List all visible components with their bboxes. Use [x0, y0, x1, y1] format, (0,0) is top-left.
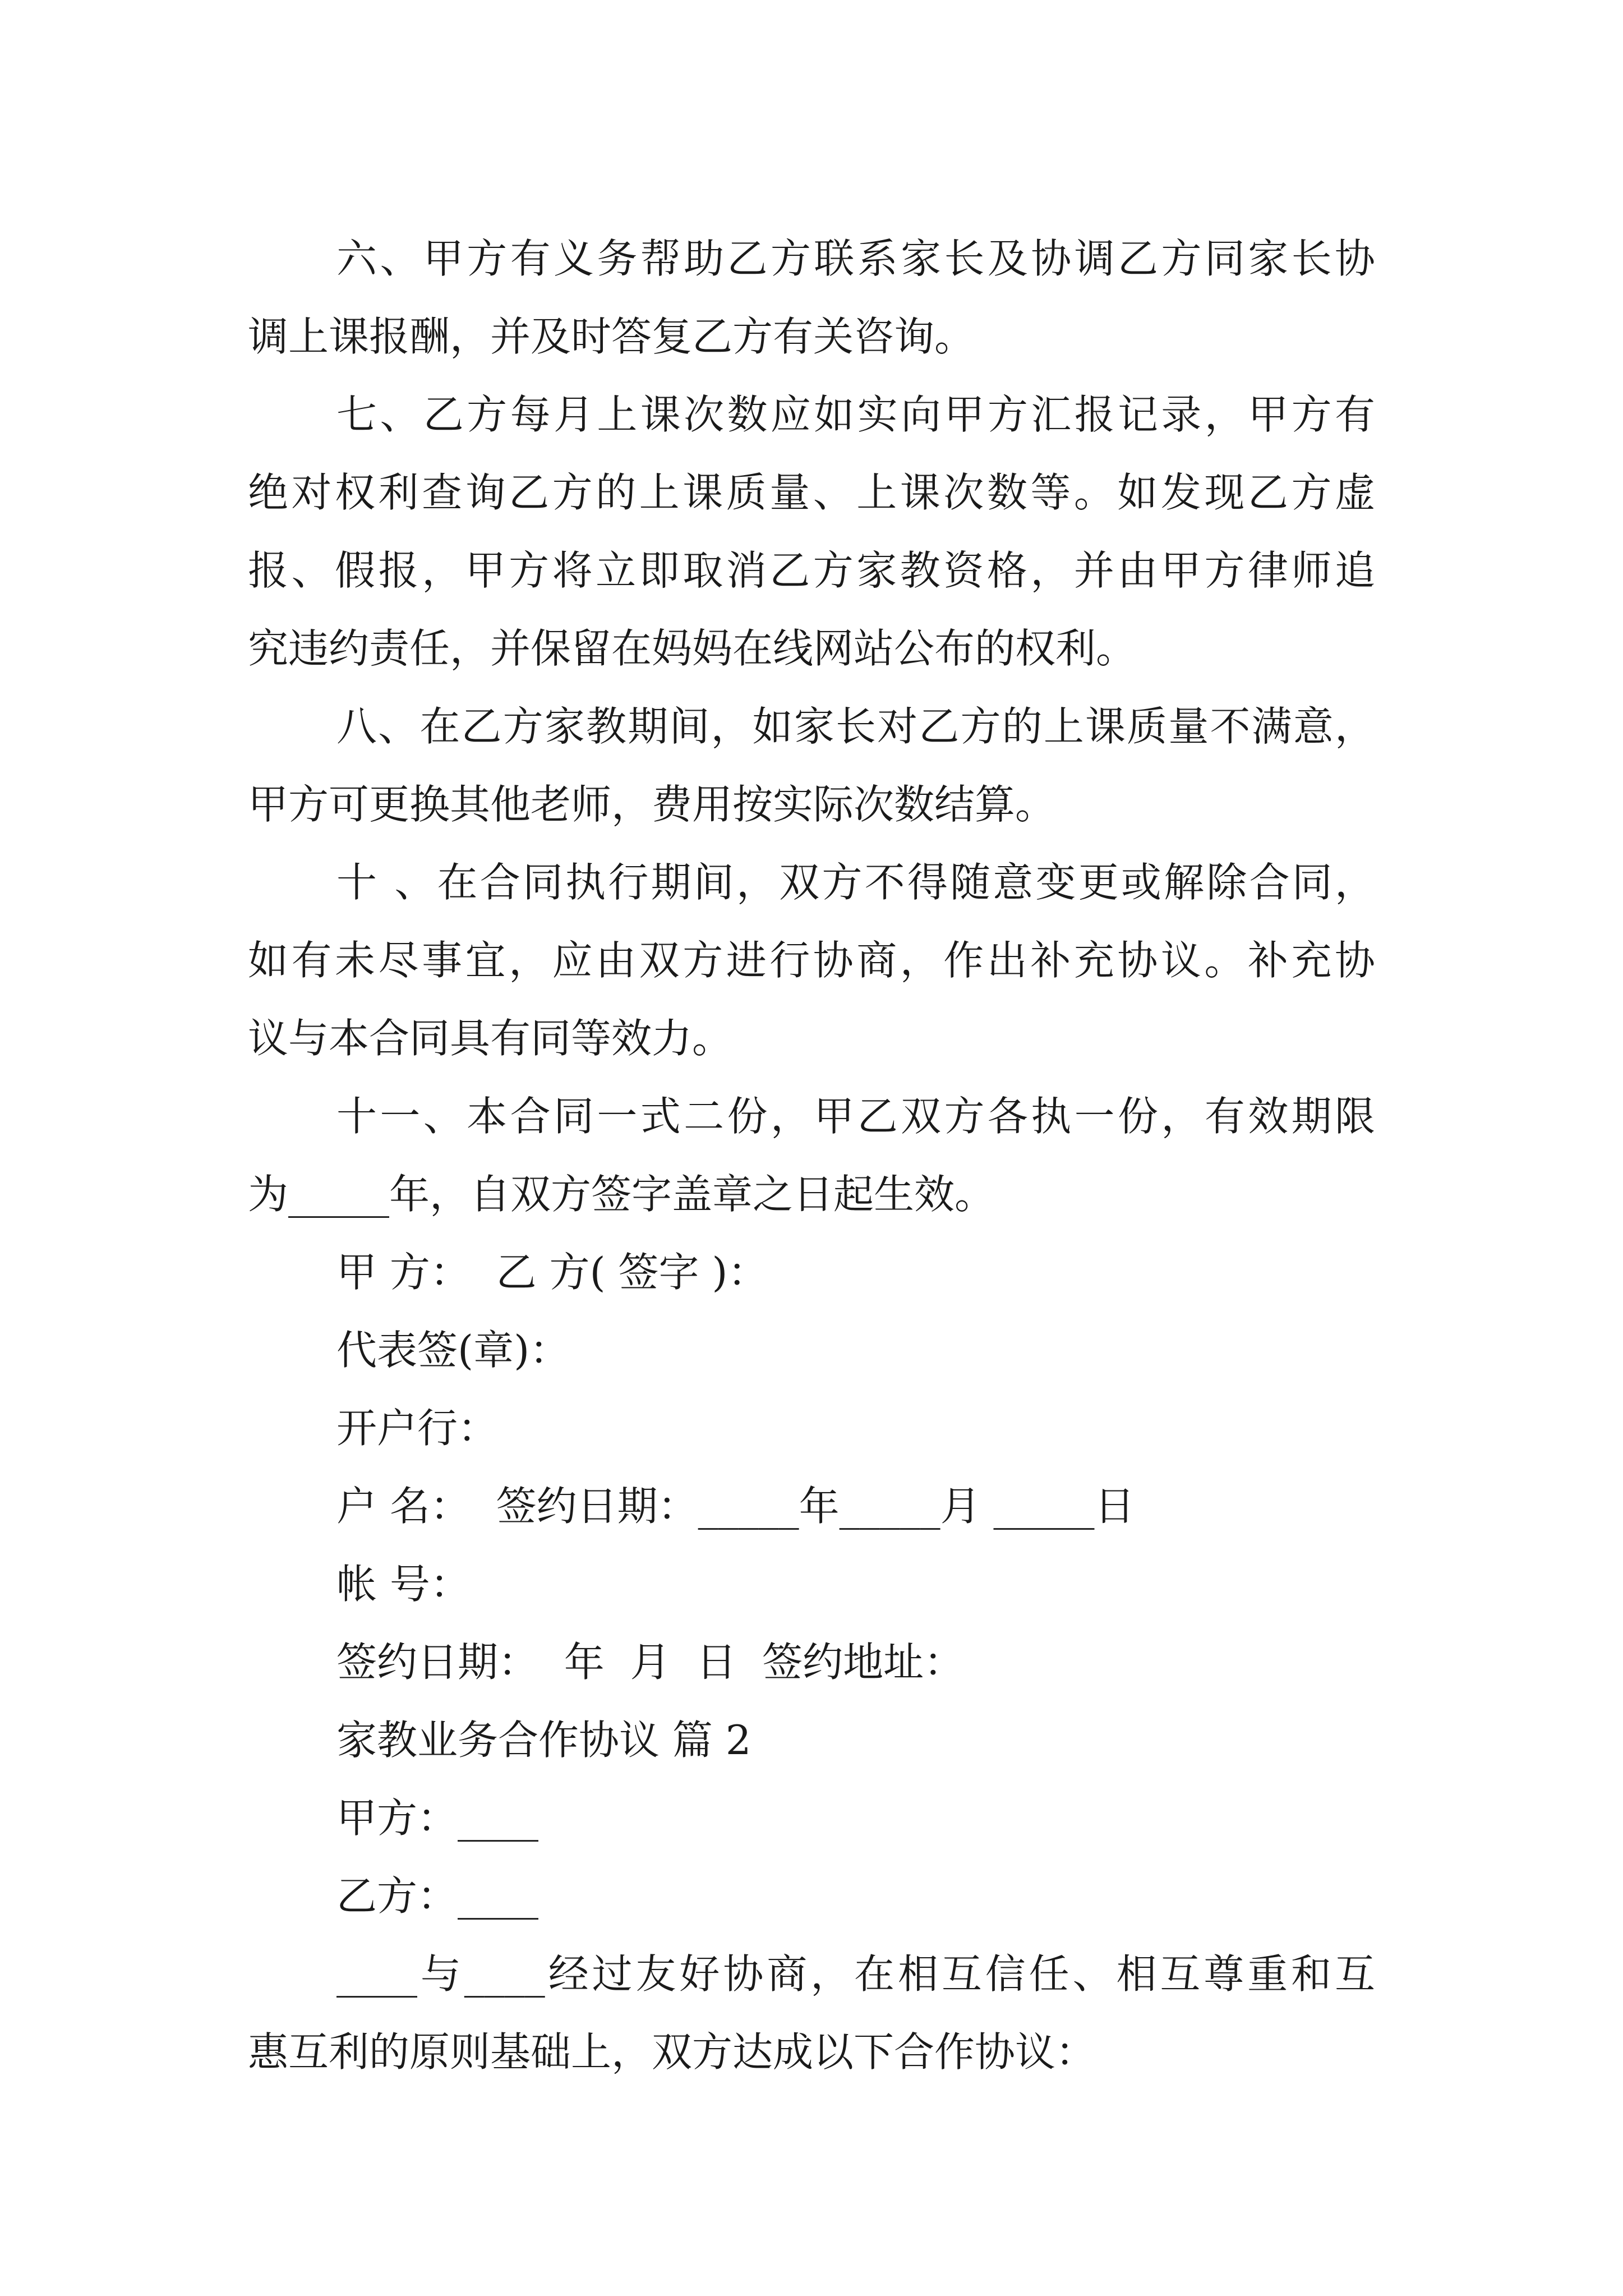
text-line: 惠互利的原则基础上，双方达成以下合作协议：: [248, 2028, 1096, 2076]
signature-line-account-number: 帐 号：: [336, 1561, 471, 1608]
text-line: 绝对权利查询乙方的上课质量、上课次数等。如发现乙方虚: [248, 469, 1375, 516]
text-line: 为_____年，自双方签字盖章之日起生效。: [248, 1171, 995, 1218]
text-line: 议与本合同具有同等效力。: [248, 1015, 733, 1062]
clause-11-paragraph: [248, 1078, 1375, 1234]
clause-7-paragraph: [248, 376, 1375, 688]
document-body: [248, 220, 1375, 2091]
section-title-text: 家教业务合作协议 篇 2: [336, 1717, 751, 1764]
text-line: 调上课报酬，并及时答复乙方有关咨询。: [248, 313, 975, 360]
party-block: [248, 1779, 1375, 1935]
text-line: 甲方可更换其他老师，费用按实际次数结算。: [248, 781, 1056, 828]
signature-block: [248, 1234, 1375, 1701]
text-line: 六、甲方有义务帮助乙方联系家长及协调乙方同家长协: [336, 235, 1375, 282]
text-line: 报、假报，甲方将立即取消乙方家教资格，并由甲方律师追: [248, 547, 1375, 594]
signature-line-bank: 开户行：: [336, 1405, 499, 1452]
clause-8-paragraph: [248, 688, 1375, 844]
clause-6-paragraph: [248, 220, 1375, 376]
party-b-line: 乙方：____: [336, 1872, 539, 1920]
clause-10-paragraph: [248, 844, 1375, 1078]
signature-line-account-name: 户 名： 签约日期：_____年_____月 _____日: [336, 1483, 1135, 1530]
text-line: 如有未尽事宜，应由双方进行协商，作出补充协议。补充协: [248, 937, 1375, 984]
signature-line-parties: 甲 方： 乙 方( 签字 )：: [336, 1249, 768, 1296]
text-line: ____与____经过友好协商，在相互信任、相互尊重和互: [336, 1950, 1375, 1998]
signature-line-date-address: 签约日期： 年 月 日 签约地址：: [336, 1639, 965, 1686]
signature-line-representative: 代表签(章)：: [336, 1327, 570, 1374]
text-line: 八、在乙方家教期间，如家长对乙方的上课质量不满意，: [336, 703, 1375, 750]
text-line: 究违约责任，并保留在妈妈在线网站公布的权利。: [248, 625, 1137, 672]
section-title: [248, 1701, 1375, 1779]
text-line: 七、乙方每月上课次数应如实向甲方汇报记录，甲方有: [336, 391, 1375, 438]
text-line: 十 、在合同执行期间，双方不得随意变更或解除合同，: [336, 859, 1375, 906]
text-line: 十一、本合同一式二份，甲乙双方各执一份，有效期限: [336, 1093, 1375, 1140]
intro-paragraph: [248, 1935, 1375, 2091]
party-a-line: 甲方：____: [336, 1795, 539, 1842]
